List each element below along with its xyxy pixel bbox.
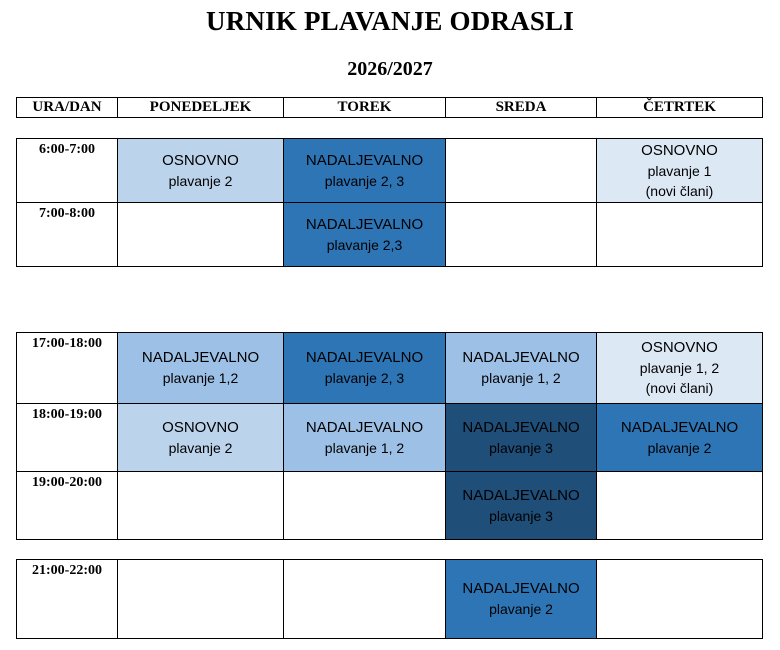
schedule-cell: NADALJEVALNO plavanje 2, 3 [284,139,446,203]
page-title: URNIK PLAVANJE ODRASLI [206,6,574,36]
schedule-cell-empty [118,560,284,639]
header-day-monday: PONEDELJEK [118,98,284,118]
schedule-cell-empty [284,472,446,540]
header-day-wednesday: SREDA [446,98,597,118]
schedule-cell: NADALJEVALNO plavanje 1, 2 [446,333,597,404]
time-slot: 19:00-20:00 [17,472,118,540]
schedule-cell-empty [597,203,763,267]
schedule-cell: NADALJEVALNO plavanje 1,2 [118,333,284,404]
schedule-cell: NADALJEVALNO plavanje 2 [446,560,597,639]
schedule-cell: NADALJEVALNO plavanje 2,3 [284,203,446,267]
schedule-cell: NADALJEVALNO plavanje 3 [446,404,597,472]
header-day-tuesday: TOREK [284,98,446,118]
morning-schedule-table [16,138,763,267]
table-row [17,333,763,404]
schedule-cell-empty [118,203,284,267]
time-slot: 18:00-19:00 [17,404,118,472]
table-row [17,472,763,540]
schedule-cell: OSNOVNO plavanje 1, 2 (novi člani) [597,333,763,404]
late-schedule-table [16,559,763,639]
school-year: 2026/2027 [347,58,433,80]
schedule-cell: NADALJEVALNO plavanje 2, 3 [284,333,446,404]
schedule-cell-empty [597,472,763,540]
schedule-cell-empty [118,472,284,540]
schedule-cell-empty [446,203,597,267]
schedule-cell-empty [597,560,763,639]
schedule-cell-empty [284,560,446,639]
schedule-cell: OSNOVNO plavanje 2 [118,404,284,472]
table-row [17,139,763,203]
time-slot: 17:00-18:00 [17,333,118,404]
schedule-cell: NADALJEVALNO plavanje 2 [597,404,763,472]
time-slot: 21:00-22:00 [17,560,118,639]
table-row [17,560,763,639]
evening-schedule-table [16,332,763,540]
schedule-cell: OSNOVNO plavanje 1 (novi člani) [597,139,763,203]
header-time: URA/DAN [17,98,118,118]
table-row [17,404,763,472]
time-slot: 6:00-7:00 [17,139,118,203]
time-slot: 7:00-8:00 [17,203,118,267]
header-day-thursday: ČETRTEK [597,98,763,118]
schedule-cell: NADALJEVALNO plavanje 3 [446,472,597,540]
table-row [17,203,763,267]
header-table [16,97,763,118]
schedule-cell-empty [446,139,597,203]
schedule-cell: NADALJEVALNO plavanje 1, 2 [284,404,446,472]
schedule-cell: OSNOVNO plavanje 2 [118,139,284,203]
